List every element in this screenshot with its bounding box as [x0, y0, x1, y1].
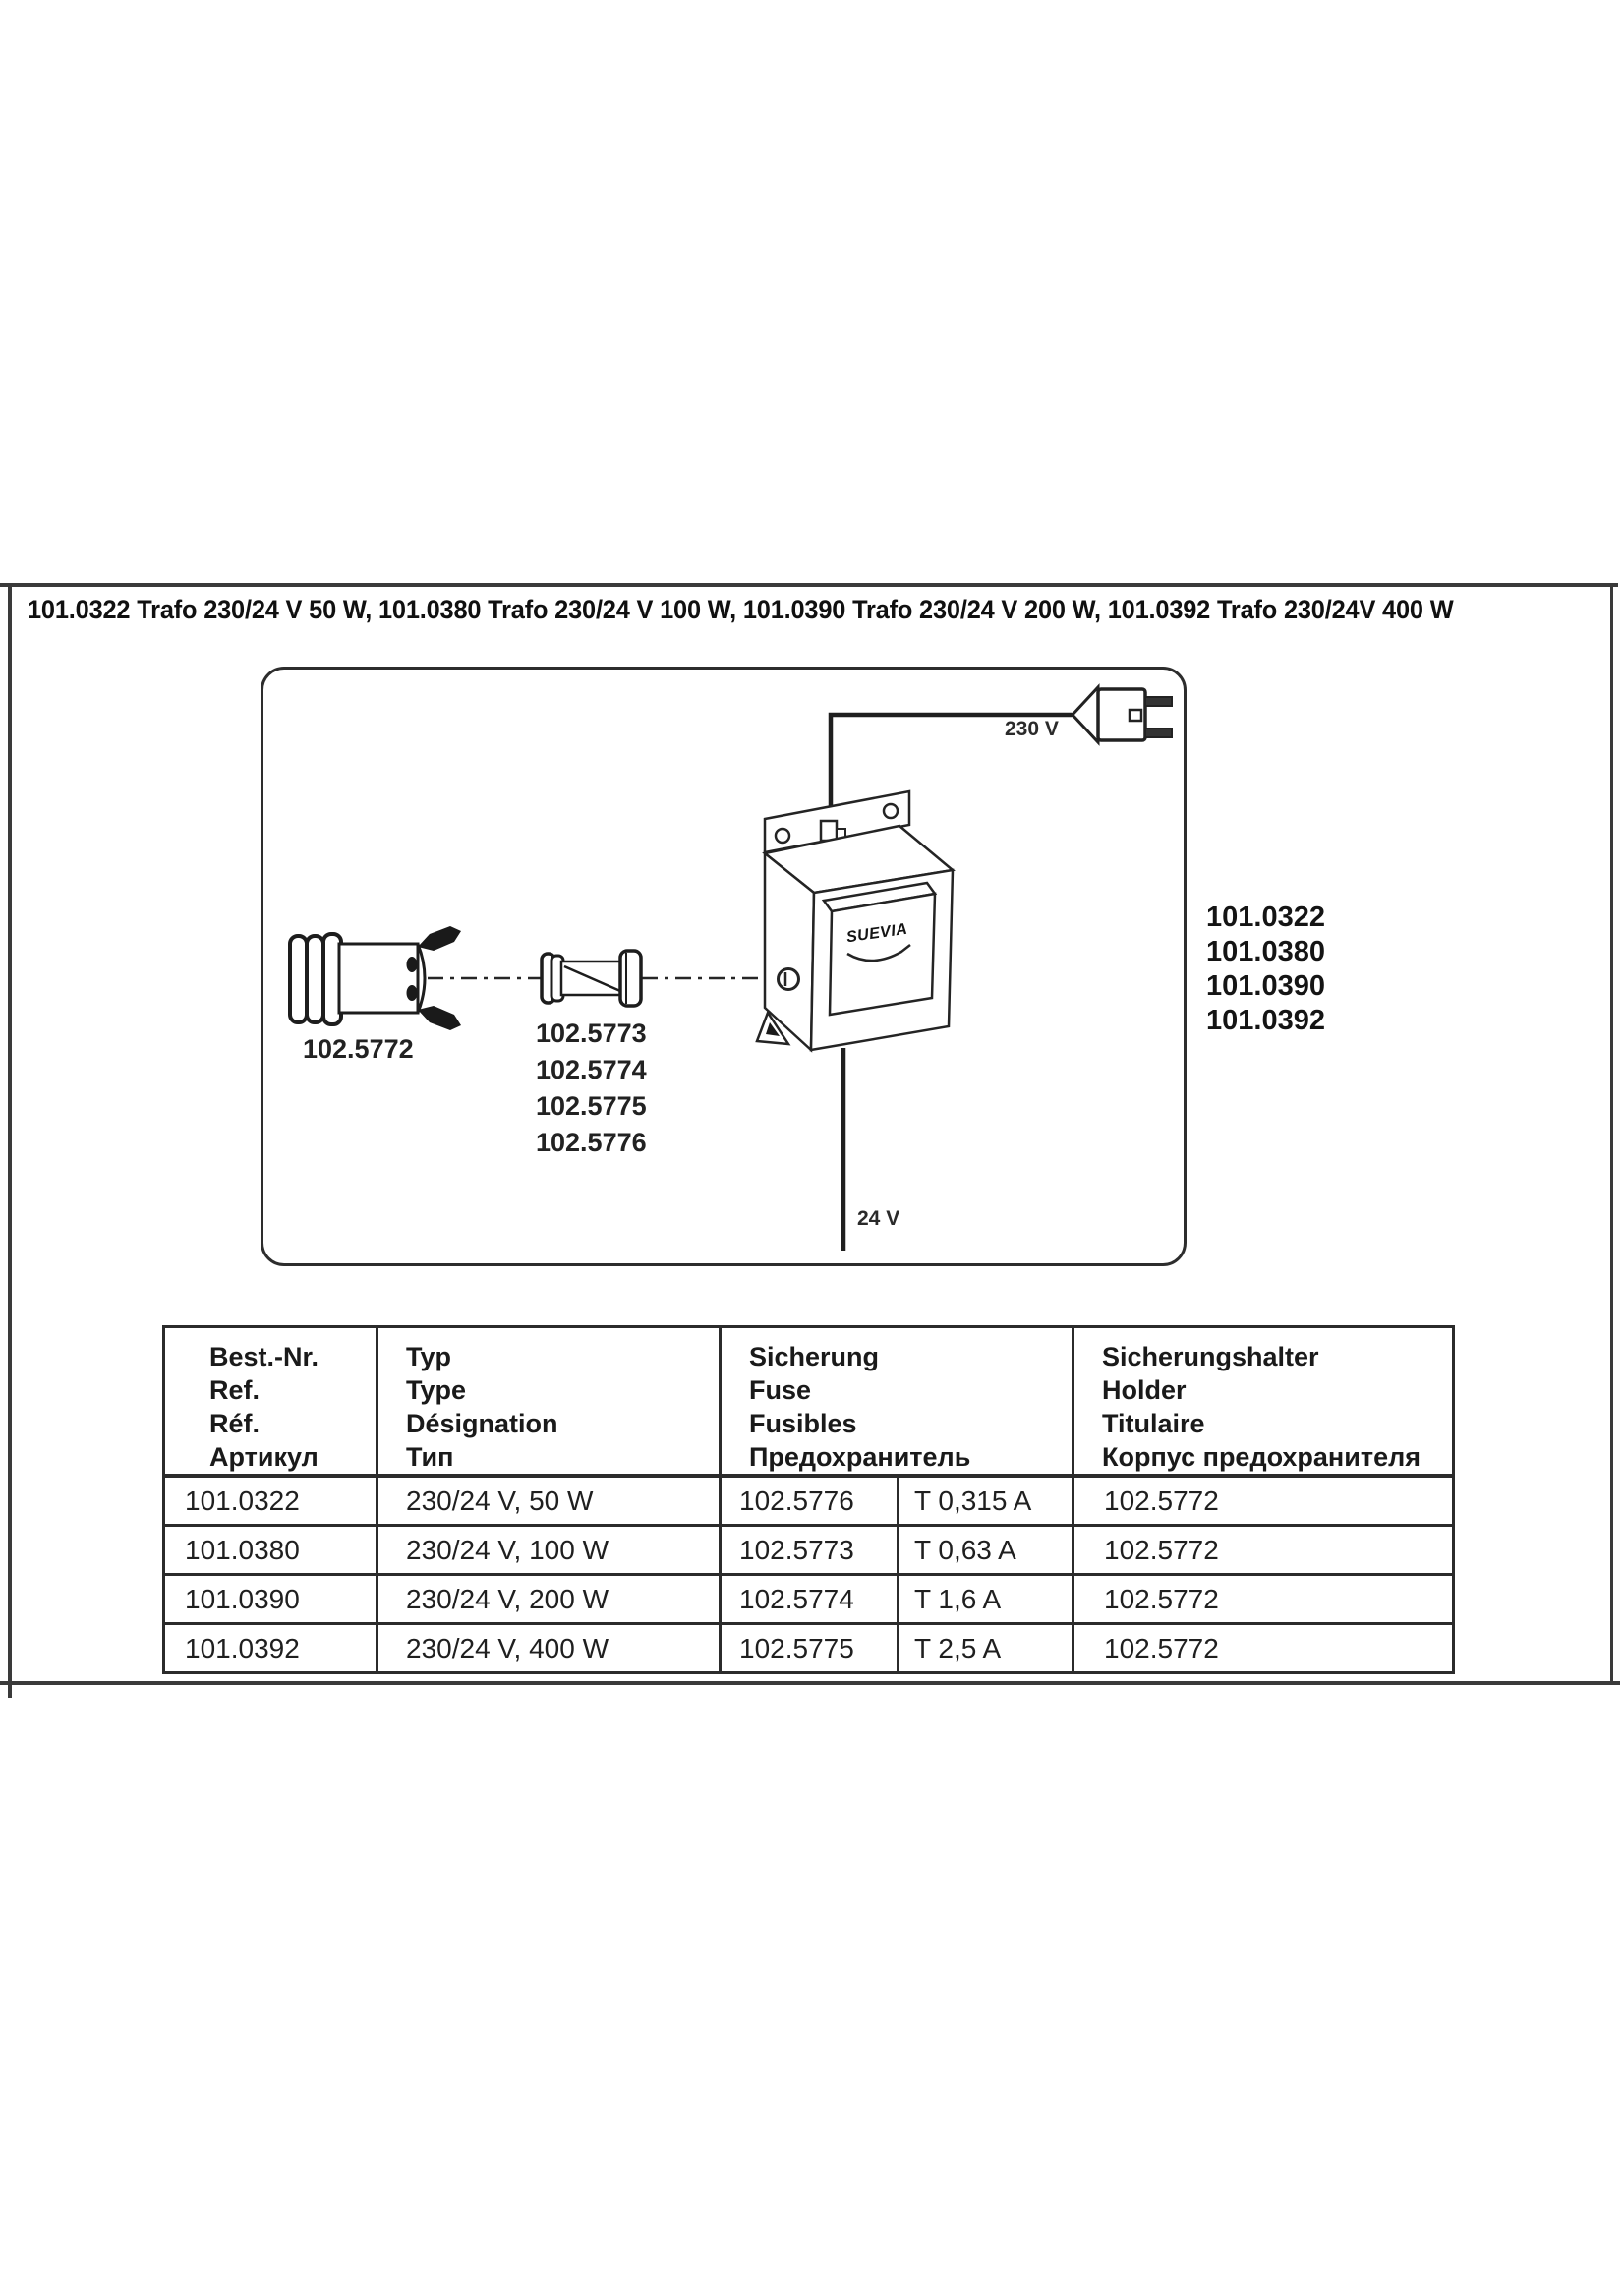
cell-holder: 102.5772: [1073, 1526, 1454, 1575]
cell-fuse: 102.5775: [721, 1624, 899, 1673]
diagram-art: [261, 667, 1187, 1266]
cell-type: 230/24 V, 200 W: [377, 1575, 721, 1624]
plug-voltage-label: 230 V: [1005, 718, 1059, 740]
cell-type: 230/24 V, 400 W: [377, 1624, 721, 1673]
frame-right-line: [1610, 585, 1613, 1685]
cell-fuse: 102.5774: [721, 1575, 899, 1624]
frame-left-line: [8, 583, 12, 1698]
header-line: Holder: [1102, 1375, 1187, 1405]
model-number: 101.0322: [1206, 902, 1325, 933]
header-line: Ref.: [209, 1375, 261, 1405]
header-line: Корпус предохранителя: [1102, 1442, 1421, 1472]
page-title: 101.0322 Trafo 230/24 V 50 W, 101.0380 Trafo 230/24 V 100 W, 101.0390 Trafo 230/24 V 200 W, 101.0392 Trafo 230/24V 400 W: [28, 595, 1454, 624]
fuse-part-number: 102.5773: [536, 1019, 647, 1048]
cell-rating: T 2,5 A: [899, 1624, 1073, 1673]
frame-top-line: [0, 583, 1618, 587]
cell-ref: 101.0380: [164, 1526, 377, 1575]
header-line: Désignation: [406, 1409, 558, 1438]
model-number: 101.0392: [1206, 1005, 1325, 1036]
fuse-part-number: 102.5776: [536, 1128, 647, 1157]
model-number-list: [1206, 901, 1325, 1038]
cell-rating: T 0,63 A: [899, 1526, 1073, 1575]
cell-rating: T 1,6 A: [899, 1575, 1073, 1624]
table-header-row: [164, 1327, 1454, 1477]
cell-type: 230/24 V, 50 W: [377, 1476, 721, 1526]
cell-holder: 102.5772: [1073, 1624, 1454, 1673]
header-line: Type: [406, 1375, 467, 1405]
fuse-part-number: 102.5774: [536, 1055, 647, 1084]
frame-bottom-line: [0, 1681, 1620, 1685]
cell-fuse: 102.5776: [721, 1476, 899, 1526]
header-line: Sicherung: [749, 1342, 880, 1371]
cell-fuse: 102.5773: [721, 1526, 899, 1575]
header-line: Fuse: [749, 1375, 812, 1405]
fuse-drawing: [542, 951, 641, 1006]
header-line: Best.-Nr.: [209, 1342, 319, 1371]
header-line: Артикул: [209, 1442, 319, 1472]
table-row: [164, 1624, 1454, 1673]
col-header-fuse: [721, 1327, 1073, 1477]
col-header-ref: [164, 1327, 377, 1477]
header-line: Typ: [406, 1342, 451, 1371]
col-header-holder: [1073, 1327, 1454, 1477]
header-line: Sicherungshalter: [1102, 1342, 1319, 1371]
header-line: Предохранитель: [749, 1442, 971, 1472]
fuse-part-number: 102.5775: [536, 1091, 647, 1121]
cell-ref: 101.0322: [164, 1476, 377, 1526]
cell-rating: T 0,315 A: [899, 1476, 1073, 1526]
model-number: 101.0380: [1206, 936, 1325, 967]
cell-holder: 102.5772: [1073, 1476, 1454, 1526]
output-voltage-label: 24 V: [857, 1207, 900, 1230]
cell-ref: 101.0390: [164, 1575, 377, 1624]
suevia-logo: SUEVIA: [845, 920, 909, 947]
fuse-holder-part-label: 102.5772: [303, 1034, 414, 1064]
model-number: 101.0390: [1206, 970, 1325, 1002]
table-row: [164, 1575, 1454, 1624]
table-row: [164, 1526, 1454, 1575]
cell-ref: 101.0392: [164, 1624, 377, 1673]
spec-table: [162, 1325, 1455, 1674]
fuse-part-list: [536, 1016, 647, 1161]
header-line: Réf.: [209, 1409, 261, 1438]
table-row: [164, 1476, 1454, 1526]
cell-type: 230/24 V, 100 W: [377, 1526, 721, 1575]
transformer-drawing: [757, 791, 953, 1050]
col-header-type: [377, 1327, 721, 1477]
header-line: Fusibles: [749, 1409, 857, 1438]
cell-holder: 102.5772: [1073, 1575, 1454, 1624]
header-line: Titulaire: [1102, 1409, 1205, 1438]
header-line: Тип: [406, 1442, 454, 1472]
mains-plug-drawing: [1073, 687, 1172, 742]
